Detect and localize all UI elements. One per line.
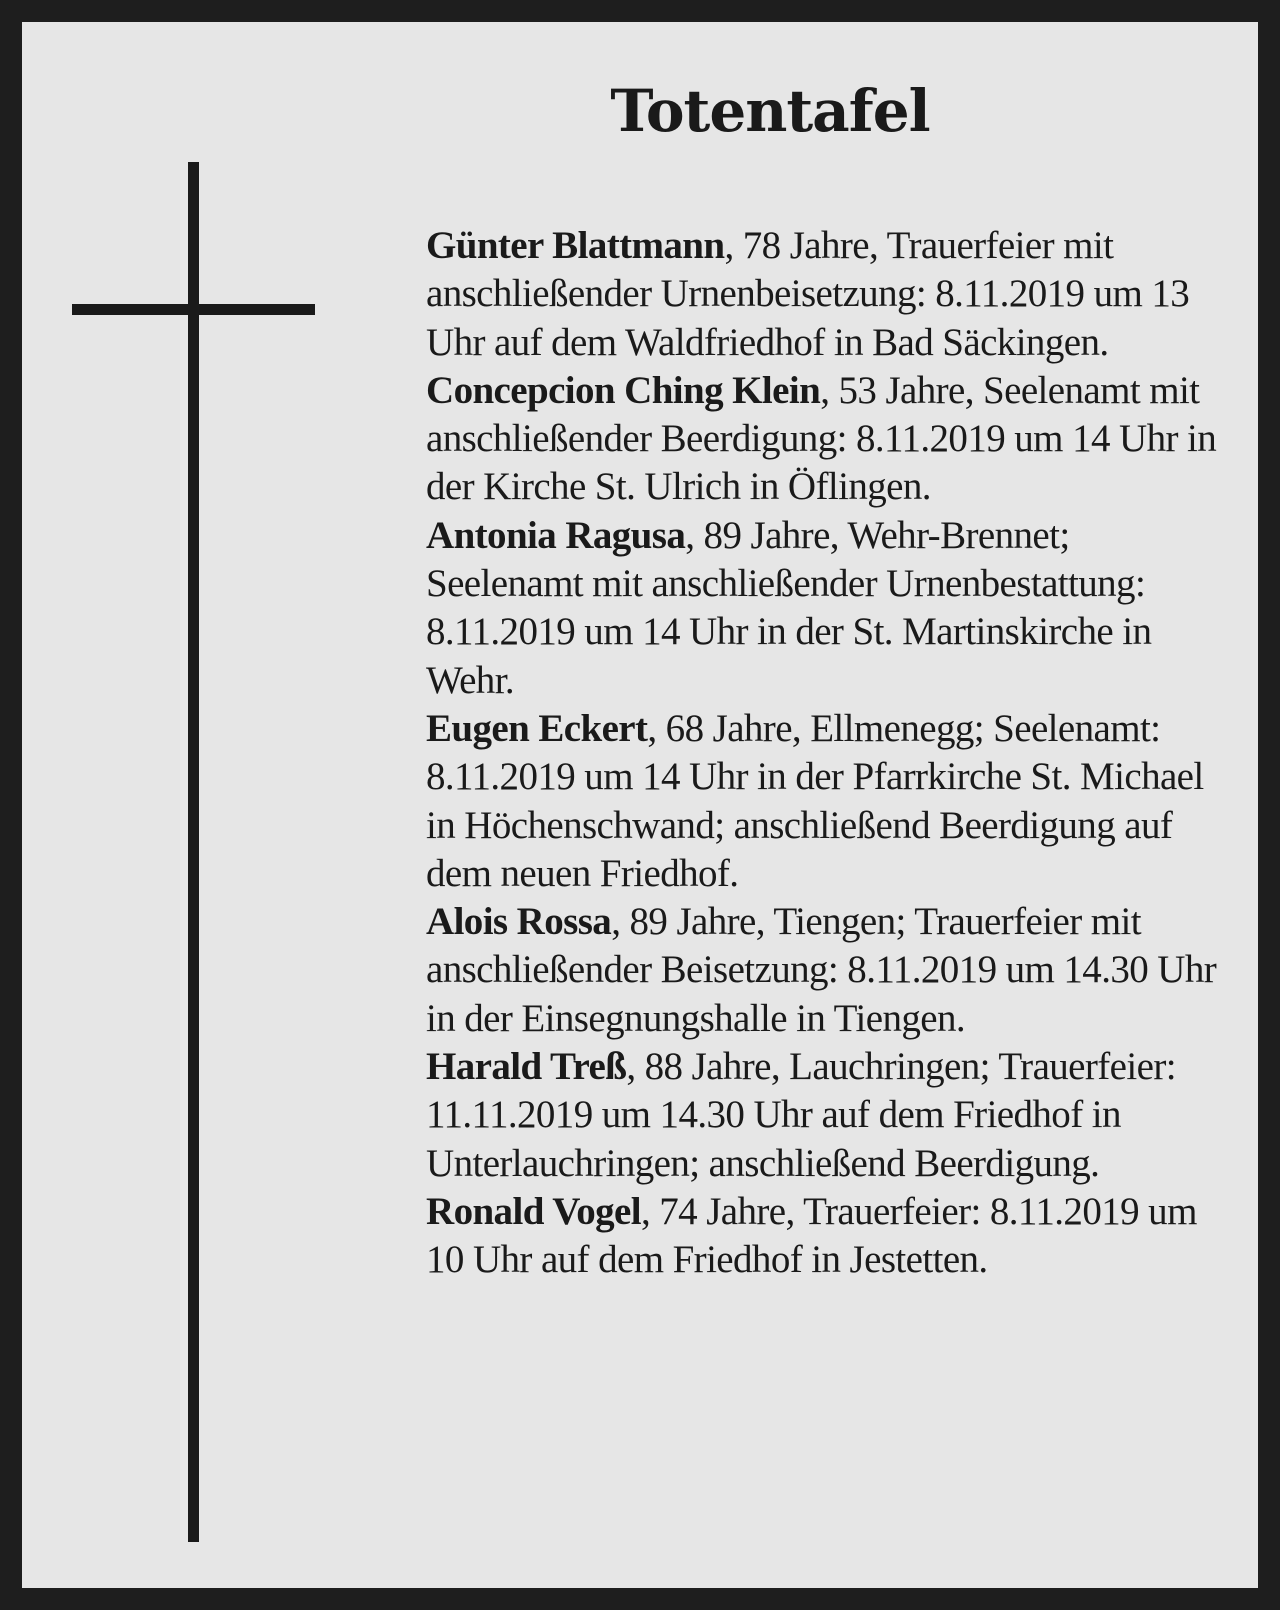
service-details: , 89 Jahre, Tiengen; Trauerfeier mit anschließender Beisetzung: 8.11.2019 um 14.30 Uhr in der Einsegnungshalle in Tiengen. bbox=[426, 900, 1217, 1040]
obituary-entry bbox=[426, 1043, 1226, 1188]
deceased-name: Concepcion Ching Klein bbox=[426, 368, 821, 412]
obituary-entry bbox=[426, 222, 1226, 367]
deceased-name: Antonia Ragusa bbox=[426, 513, 686, 557]
obituary-entry bbox=[426, 705, 1226, 898]
service-details: , 88 Jahre, Lauchringen; Trauerfeier: 11.11.2019 um 14.30 Uhr auf dem Friedhof in Unterlauchringen; anschließend Beerdigung. bbox=[426, 1045, 1176, 1185]
obituary-list bbox=[426, 222, 1226, 1285]
obituary-entry bbox=[426, 367, 1226, 512]
cross-icon-horizontal-bar bbox=[72, 304, 315, 315]
service-details: , 74 Jahre, Trauerfeier: 8.11.2019 um 10 Uhr auf dem Friedhof in Jestetten. bbox=[426, 1189, 1197, 1282]
deceased-name: Harald Treß bbox=[426, 1045, 627, 1089]
obituary-entry bbox=[426, 512, 1226, 705]
service-details: , 53 Jahre, Seelenamt mit anschließender Beerdigung: 8.11.2019 um 14 Uhr in der Kirche St. Ulrich in Öflingen. bbox=[426, 368, 1217, 509]
service-details: , 78 Jahre, Trauerfeier mit anschließender Urnenbeisetzung: 8.11.2019 um 13 Uhr auf dem Waldfriedhof in Bad Säckingen. bbox=[426, 224, 1190, 364]
obituary-entry bbox=[426, 1188, 1226, 1285]
obituary-board bbox=[22, 22, 1258, 1588]
page-title: Totentafel bbox=[610, 77, 930, 145]
deceased-name: Günter Blattmann bbox=[426, 224, 725, 267]
service-details: , 68 Jahre, Ellmenegg; Seelenamt: 8.11.2019 um 14 Uhr in der Pfarrkirche St. Michael in Höchenschwand; anschließend Beerdigung auf dem neuen Friedhof. bbox=[426, 706, 1204, 895]
cross-icon-vertical-bar bbox=[188, 162, 199, 1542]
service-details: , 89 Jahre, Wehr-Brennet; Seelenamt mit anschließender Urnenbestattung: 8.11.2019 um 14 Uhr in der St. Martinskirche in Wehr. bbox=[426, 513, 1152, 702]
deceased-name: Alois Rossa bbox=[426, 900, 612, 944]
obituary-entry bbox=[426, 898, 1226, 1043]
deceased-name: Eugen Eckert bbox=[426, 706, 648, 750]
deceased-name: Ronald Vogel bbox=[426, 1189, 641, 1233]
